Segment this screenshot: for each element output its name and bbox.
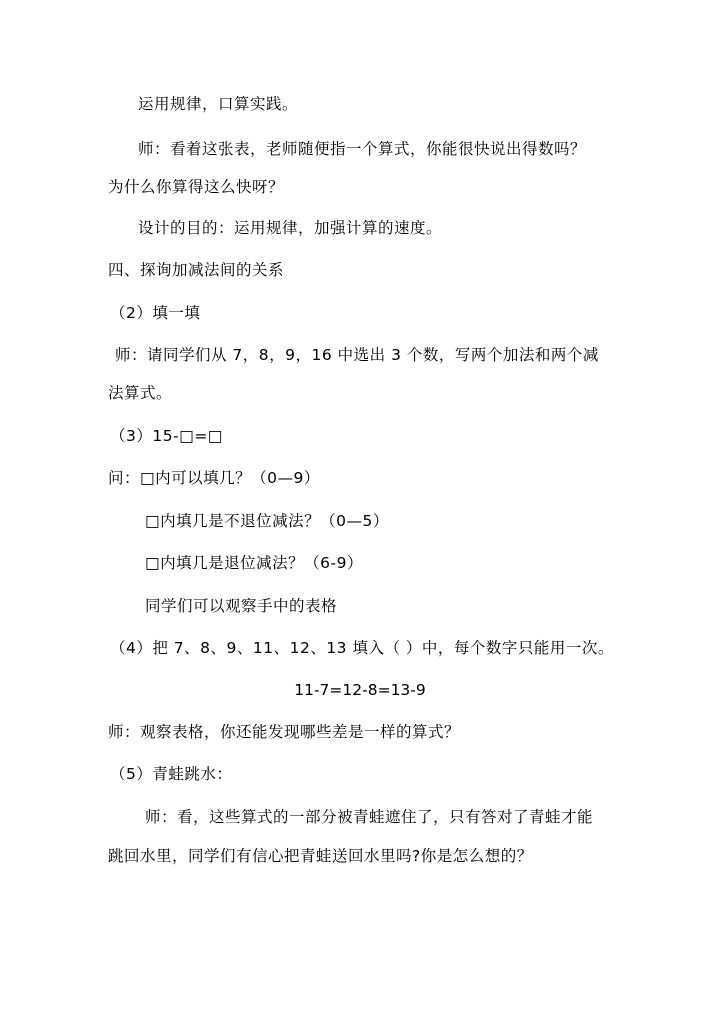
paragraph-teacher-question-line2: 为什么你算得这么快呀？ <box>108 178 285 196</box>
item-5-heading: （5）青蛙跳水： <box>110 765 233 783</box>
question-box-fill: 问：□内可以填几？（0—9） <box>108 469 320 487</box>
item-4-heading: （4）把 7、8、9、11、12、13 填入（ ）中，每个数字只能用一次。 <box>110 639 614 657</box>
item-2-heading: （2）填一填 <box>110 304 201 322</box>
question-no-borrow: □内填几是不退位减法？（0—5） <box>145 512 389 530</box>
section-heading-4: 四、探询加减法间的关系 <box>108 261 285 279</box>
paragraph-oral-practice: 运用规律，口算实践。 <box>138 95 299 113</box>
item-3-heading: （3）15-□=□ <box>110 427 223 445</box>
question-borrow: □内填几是退位减法？（6-9） <box>145 554 363 572</box>
paragraph-observe-table: 同学们可以观察手中的表格 <box>145 597 338 615</box>
paragraph-teacher-instruction-line2: 法算式。 <box>108 384 173 402</box>
paragraph-frog-line1: 师：看，这些算式的一部分被青蛙遮住了，只有答对了青蛙才能 <box>145 808 594 826</box>
paragraph-teacher-observe: 师：观察表格，你还能发现哪些差是一样的算式？ <box>108 723 461 741</box>
paragraph-teacher-instruction-line1: 师：请同学们从 7，8，9，16 中选出 3 个数，写两个加法和两个减 <box>115 346 599 364</box>
paragraph-frog-line2: 跳回水里，同学们有信心把青蛙送回水里吗?你是怎么想的？ <box>108 847 533 865</box>
paragraph-design-purpose: 设计的目的：运用规律，加强计算的速度。 <box>138 219 443 237</box>
paragraph-teacher-question-line1: 师：看着这张表，老师随便指一个算式，你能很快说出得数吗？ <box>138 140 587 158</box>
equation-line: 11-7=12-8=13-9 <box>294 681 426 699</box>
